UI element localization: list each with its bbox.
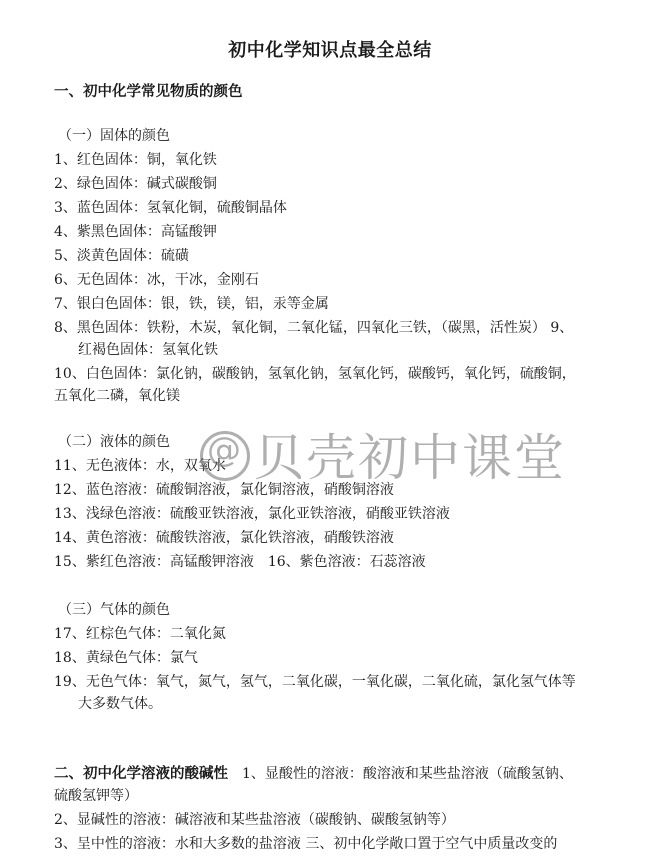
inline-item: 1、显酸性的溶液：酸溶液和某些盐溶液（硫酸氢钠、 [228, 766, 573, 782]
list-item-continuation: 红褐色固体：氢氧化铁 [78, 342, 218, 358]
list-item: 6、无色固体：冰，干冰，金刚石 [54, 272, 259, 288]
list-item-continuation: 大多数气体。 [78, 696, 162, 712]
watermark-at-icon: @ [200, 431, 250, 481]
list-item: 15、紫红色溶液：高锰酸钾溶液 16、紫色溶液：石蕊溶液 [54, 554, 426, 570]
list-item: 8、黑色固体：铁粉，木炭，氧化铜，二氧化锰，四氧化三铁，（碳黑，活性炭） 9、 [54, 320, 574, 336]
document-title: 初中化学知识点最全总结 [228, 40, 432, 61]
list-item: 10、白色固体：氯化钠，碳酸钠，氢氧化钠，氢氧化钙，碳酸钙，氧化钙，硫酸铜， [54, 366, 576, 382]
subsection-heading-liquid: （二）液体的颜色 [58, 434, 170, 450]
section-line-acidity [54, 762, 610, 786]
list-item: 2、绿色固体：碱式碳酸铜 [54, 176, 217, 192]
list-item: 11、无色液体：水，双氧水 [54, 458, 226, 474]
watermark-text: 贝壳初中课堂 [254, 429, 566, 487]
list-item: 3、蓝色固体：氢氧化铜，硫酸铜晶体 [54, 200, 287, 216]
list-item: 18、黄绿色气体：氯气 [54, 650, 198, 666]
list-item: 13、浅绿色溶液：硫酸亚铁溶液，氯化亚铁溶液，硝酸亚铁溶液 [54, 506, 450, 522]
list-item: 19、无色气体：氧气，氮气，氢气，二氧化碳，一氧化碳，二氧化硫，氯化氢气体等 [54, 674, 576, 690]
list-item-continuation: 硫酸氢钾等） [54, 788, 138, 804]
list-item: 3、呈中性的溶液：水和大多数的盐溶液 三、初中化学敞口置于空气中质量改变的 [54, 836, 558, 852]
list-item: 2、显碱性的溶液：碱溶液和某些盐溶液（碳酸钠、碳酸氢钠等） [54, 812, 455, 828]
list-item: 1、红色固体：铜，氧化铁 [54, 152, 217, 168]
list-item: 14、黄色溶液：硫酸铁溶液，氯化铁溶液，硝酸铁溶液 [54, 530, 394, 546]
list-item: 12、蓝色溶液：硫酸铜溶液，氯化铜溶液，硝酸铜溶液 [54, 482, 394, 498]
list-item: 7、银白色固体：银，铁，镁，铝，汞等金属 [54, 296, 329, 312]
subsection-heading-gas: （三）气体的颜色 [58, 602, 170, 618]
subsection-heading-solid: （一）固体的颜色 [58, 128, 170, 144]
list-item: 5、淡黄色固体：硫磺 [54, 248, 189, 264]
section-heading-acidity: 二、初中化学溶液的酸碱性 [54, 766, 228, 782]
section-heading-colors: 一、初中化学常见物质的颜色 [54, 84, 243, 100]
list-item: 4、紫黑色固体：高锰酸钾 [54, 224, 217, 240]
list-item: 17、红棕色气体：二氧化氮 [54, 626, 226, 642]
list-item-continuation: 五氧化二磷，氧化镁 [54, 388, 180, 404]
